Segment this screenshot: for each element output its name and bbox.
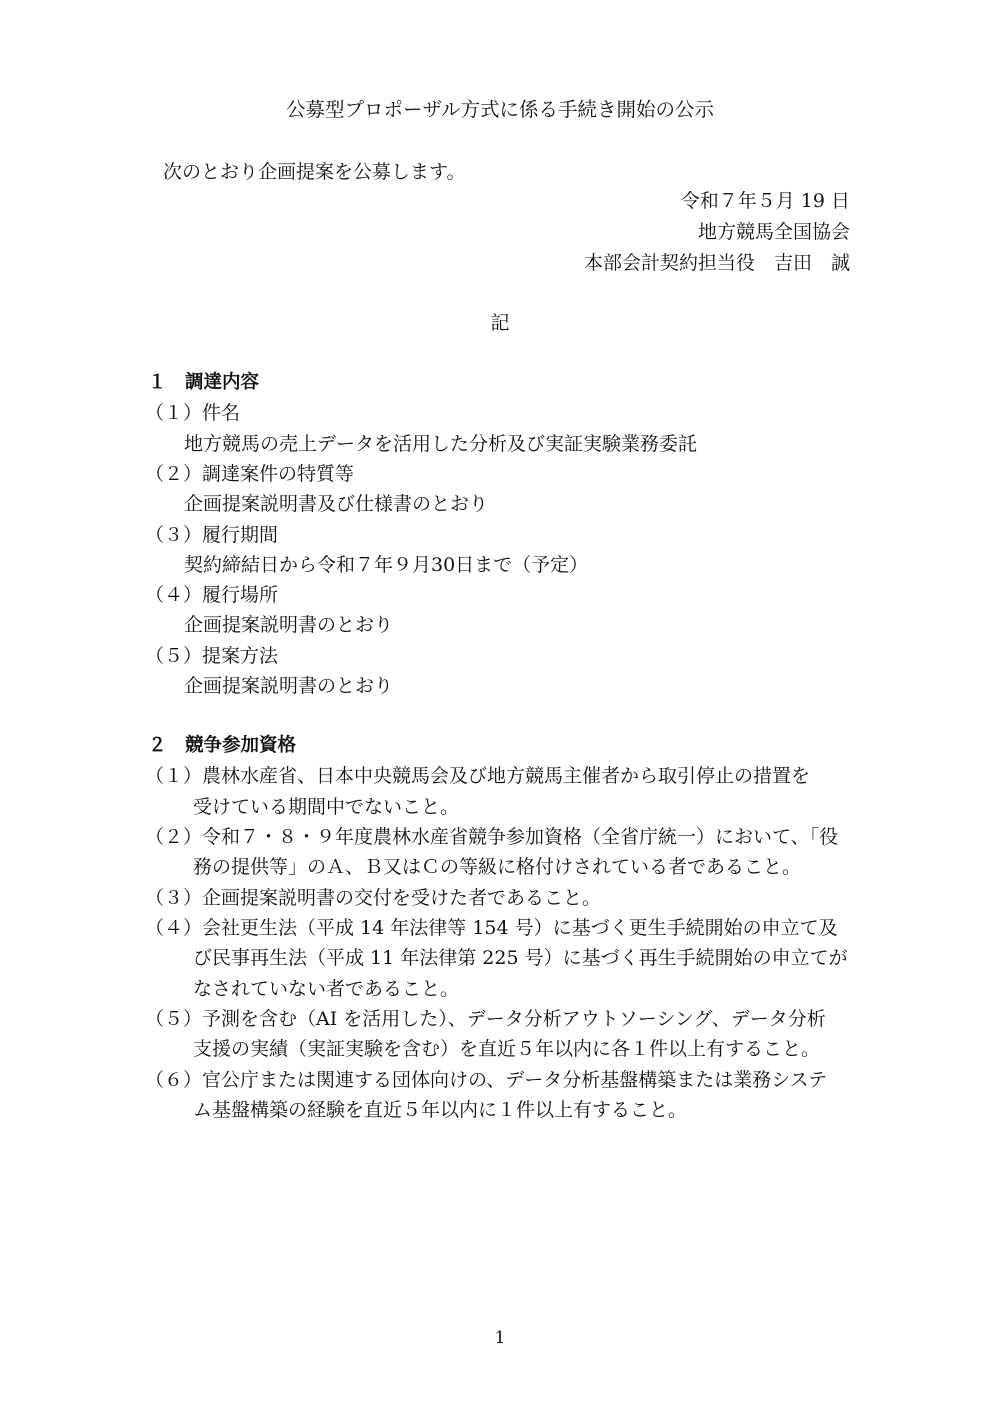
qualification-line: （５）予測を含む（AI を活用した）、データ分析アウトソーシング、データ分析 (145, 1008, 826, 1030)
qualification-line: （２）令和７・８・９年度農林水産省競争参加資格（全省庁統一）において、「役 (145, 826, 839, 848)
item-label: （２）調達案件の特質等 (145, 463, 355, 485)
issue-date: 令和７年５月 19 日 (680, 190, 850, 212)
item-text: 企画提案説明書のとおり (184, 614, 394, 636)
page-number: 1 (494, 1328, 506, 1348)
organization-name: 地方競馬全国協会 (697, 221, 850, 243)
item-label: （５）提案方法 (145, 645, 279, 667)
item-text: 企画提案説明書及び仕様書のとおり (184, 493, 489, 515)
section-1-heading: １ 調達内容 (148, 372, 260, 393)
qualification-line: なされていない者であること。 (193, 978, 460, 1000)
item-label: （４）履行場所 (145, 584, 279, 606)
document-title: 公募型プロポーザル方式に係る手続き開始の公示 (285, 98, 715, 121)
intro-text: 次のとおり企画提案を公募します。 (163, 161, 466, 183)
ki-heading: 記 (490, 312, 510, 334)
qualification-line: び民事再生法（平成 11 年法律第 225 号）に基づく再生手続開始の申立てが (193, 947, 848, 969)
qualification-line: 支援の実績（実証実験を含む）を直近５年以内に各１件以上有すること。 (193, 1038, 821, 1060)
item-text: 企画提案説明書のとおり (184, 675, 394, 697)
qualification-line: 受けている期間中でないこと。 (193, 796, 460, 818)
contracting-officer: 本部会計契約担当役 吉田 誠 (583, 252, 850, 274)
item-label: （３）履行期間 (145, 524, 279, 546)
qualification-line: （４）会社更生法（平成 14 年法律等 154 号）に基づく更生手続開始の申立て及 (145, 917, 838, 939)
qualification-line: 務の提供等」のＡ、Ｂ又はＣの等級に格付けされている者であること。 (193, 856, 802, 878)
section-2-heading: ２ 競争参加資格 (148, 735, 297, 756)
qualification-line: ム基盤構築の経験を直近５年以内に１件以上有すること。 (193, 1099, 688, 1121)
qualification-line: （６）官公庁または関連する団体向けの、データ分析基盤構築または業務システ (145, 1069, 828, 1091)
item-text: 契約締結日から令和７年９月30日まで（予定） (184, 554, 589, 576)
qualification-line: （３）企画提案説明書の交付を受けた者であること。 (145, 887, 602, 909)
item-label: （１）件名 (145, 402, 241, 424)
item-text: 地方競馬の売上データを活用した分析及び実証実験業務委託 (184, 433, 698, 455)
qualification-line: （１）農林水産省、日本中央競馬会及び地方競馬主催者から取引停止の措置を (145, 765, 811, 787)
